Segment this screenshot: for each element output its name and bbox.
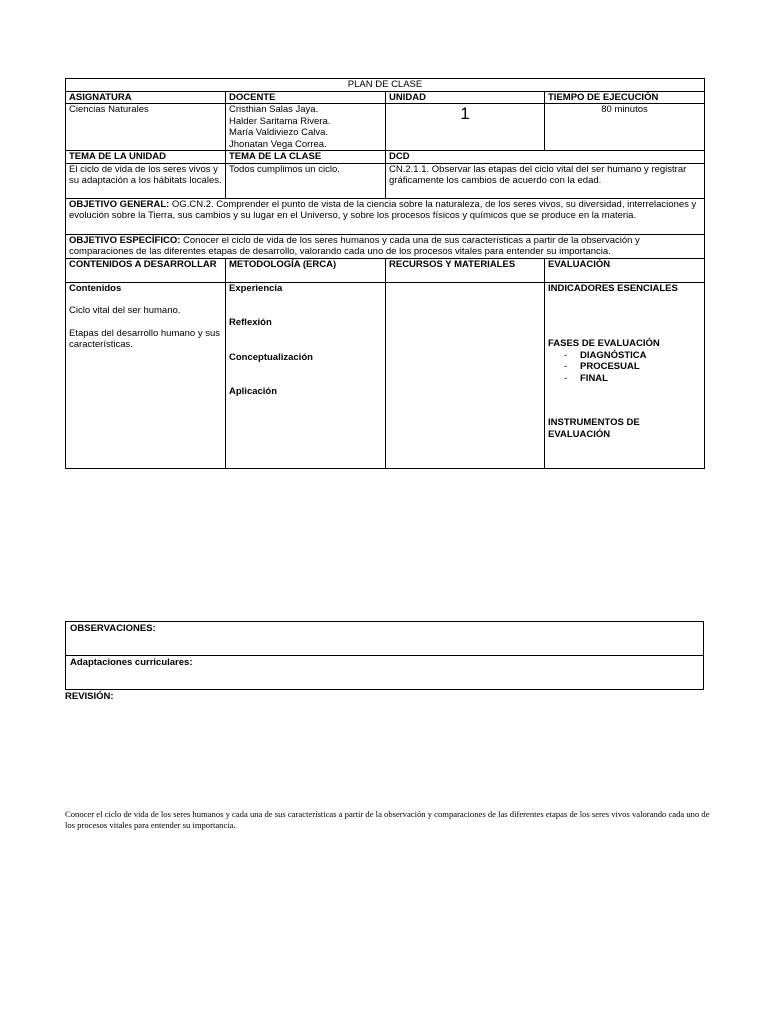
docente-name: María Valdiviezo Calva.	[229, 127, 329, 138]
metodologia-cell	[226, 282, 386, 468]
recursos-cell	[386, 282, 545, 468]
contenidos-cell	[66, 282, 226, 468]
plan-title: PLAN DE CLASE	[66, 79, 705, 92]
objetivo-especifico-text: Conocer el ciclo de vida de los seres humanos y cada una de sus características a partir de la observación y comparaciones de las diferentes etapas de desarrollo, valorando cada uno de los procesos vitales para entender su importancia.	[69, 234, 640, 257]
observaciones-table	[65, 621, 704, 690]
objetivo-especifico-label: OBJETIVO ESPECÍFICO:	[69, 234, 181, 246]
header-asignatura: ASIGNATURA	[66, 91, 226, 104]
plan-de-clase-table	[65, 78, 705, 469]
indicadores-label: INDICADORES ESENCIALES	[548, 282, 678, 294]
footer-note: Conocer el ciclo de vida de los seres humanos y cada una de sus características a partir de la observación y comparaciones de las diferentes etapas de los seres vivos valorando cada uno de los procesos vitales para entender su importancia.	[65, 809, 710, 830]
observaciones-label: OBSERVACIONES:	[66, 622, 704, 656]
fase-text: PROCESUAL	[580, 361, 640, 372]
evaluacion-cell	[545, 282, 705, 468]
docentes-list	[226, 104, 386, 151]
header-unidad: UNIDAD	[386, 91, 545, 104]
dcd-value: CN.2.1.1. Observar las etapas del ciclo vital del ser humano y registrar gráficamente los cambios de acuerdo con la edad.	[386, 163, 705, 198]
header-tema-unidad: TEMA DE LA UNIDAD	[66, 151, 226, 164]
fase-item: - PROCESUAL	[564, 361, 640, 372]
metodologia-item: Experiencia	[229, 282, 283, 294]
fase-text: FINAL	[580, 372, 608, 384]
header-evaluacion: EVALUACIÓN	[545, 258, 705, 282]
metodologia-item: Conceptualización	[229, 351, 313, 363]
contenidos-label: Contenidos	[69, 282, 122, 294]
objetivo-general	[66, 198, 705, 234]
docente-name: Jhonatan Vega Correa.	[229, 138, 327, 150]
tema-unidad-value: El ciclo de vida de los seres vivos y su adaptación a los hábitats locales.	[66, 163, 226, 198]
tiempo-value: 80 minutos	[545, 104, 705, 151]
header-metodologia: METODOLOGÍA (ERCA)	[226, 258, 386, 282]
tema-clase-value: Todos cumplimos un ciclo.	[226, 163, 386, 198]
fases-label: FASES DE EVALUACIÓN	[548, 338, 660, 349]
instrumentos-label: INSTRUMENTOS DE EVALUACIÓN	[548, 417, 640, 440]
metodologia-item: Aplicación	[229, 386, 278, 397]
contenido-item: Etapas del desarrollo humano y sus características.	[69, 327, 221, 350]
objetivo-general-label: OBJETIVO GENERAL:	[69, 198, 170, 210]
adaptaciones-label: Adaptaciones curriculares:	[66, 656, 704, 690]
contenido-item: Ciclo vital del ser humano.	[69, 305, 181, 316]
header-tiempo: TIEMPO DE EJECUCIÓN	[545, 91, 705, 104]
revision-label: REVISIÓN:	[65, 691, 114, 702]
header-dcd: DCD	[386, 151, 705, 164]
docente-name: Halder Saritama Rivera.	[229, 115, 331, 127]
objetivo-general-text: OG.CN.2. Comprender el punto de vista de la ciencia sobre la naturaleza, de los seres vivos, su diversidad, interrelaciones y evolución sobre la Tierra, sus cambios y su lugar en el Universo, y sobre los procesos físicos y químicos que se produce en la materia.	[69, 198, 697, 221]
fase-item: - FINAL	[564, 372, 608, 384]
docente-name: Cristhian Salas Jaya.	[229, 104, 319, 115]
header-tema-clase: TEMA DE LA CLASE	[226, 151, 386, 164]
unidad-value: 1	[386, 104, 545, 151]
header-contenidos: CONTENIDOS A DESARROLLAR	[66, 258, 226, 282]
asignatura-value: Ciencias Naturales	[66, 104, 226, 151]
objetivo-especifico	[66, 234, 705, 258]
metodologia-item: Reflexión	[229, 317, 272, 328]
header-docente: DOCENTE	[226, 91, 386, 104]
header-recursos: RECURSOS Y MATERIALES	[386, 258, 545, 282]
fase-item: - DIAGNÓSTICA	[564, 349, 647, 361]
fase-text: DIAGNÓSTICA	[580, 349, 647, 361]
